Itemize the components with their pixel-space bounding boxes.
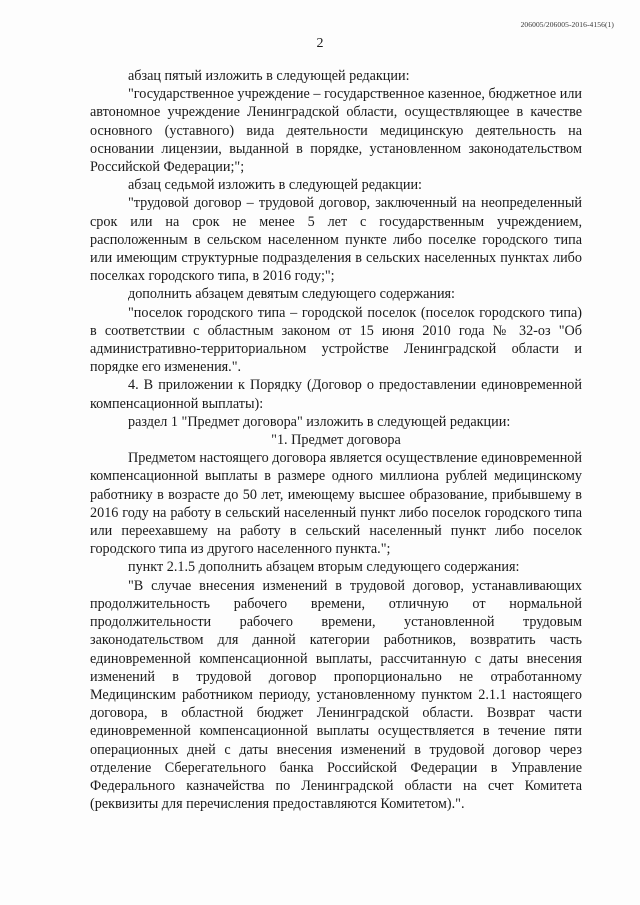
paragraph: 4. В приложении к Порядку (Договор о предоставлении единовременной компенсационной выплаты): xyxy=(90,377,582,412)
paragraph: "В случае внесения изменений в трудовой договор, устанавливающих продолжительность рабочего времени, отличную от нормальной продолжительности рабочего времени, установленной трудовым законодательством для данной категории работников, возвратить часть единовременной компенсационной выплаты, рассчитанную с даты внесения изменений в трудовой договор пропорционально не отработанному Медицинским работником периоду, установленному пунктом 2.1.1 настоящего договора, в областной бюджет Ленинградской области. Возврат части единовременной компенсационной выплаты осуществляется в течение пяти операционных дней с даты внесения изменений в трудовой договор через отделение Сберегательного банка Российской Федерации в Управление Федерального казначейства по Ленинградской области на счет Комитета (реквизиты для перечисления предоставляются Комитетом).". xyxy=(90,577,582,813)
paragraph: пункт 2.1.5 дополнить абзацем вторым следующего содержания: xyxy=(128,559,520,576)
section-heading: "1. Предмет договора xyxy=(271,432,401,449)
paragraph: дополнить абзацем девятым следующего содержания: xyxy=(128,286,456,303)
page-number: 2 xyxy=(316,36,324,51)
paragraph: "трудовой договор – трудовой договор, заключенный на неопределенный срок или на срок не менее 5 лет с государственным учреждением, расположенным в сельском населенном пункте либо поселке городского типа или имеющим структурные подразделения в сельских населенных пунктах либо поселках городского типа, в 2016 году;"; xyxy=(90,195,582,285)
paragraph: раздел 1 "Предмет договора" изложить в следующей редакции: xyxy=(128,413,511,430)
paragraph: абзац седьмой изложить в следующей редакции: xyxy=(128,177,423,194)
document-body xyxy=(90,67,582,813)
paragraph: абзац пятый изложить в следующей редакции: xyxy=(128,68,410,84)
paragraph: "поселок городского типа – городской поселок (поселок городского типа) в соответствии с областным законом от 15 июня 2010 года № 32-оз "Об административно-территориальном устройстве Ленинградской области и порядке его изменения.". xyxy=(90,304,582,376)
paragraph: Предметом настоящего договора является осуществление единовременной компенсационной выплаты в размере одного миллиона рублей медицинскому работнику в возрасте до 50 лет, имеющему высшее образование, прибывшему в 2016 году на работу в сельский населенный пункт либо поселок городского типа или переехавшему на работу в сельский населенный пункт либо поселок городского типа из другого населенного пункта."; xyxy=(90,450,582,558)
paragraph: "государственное учреждение – государственное казенное, бюджетное или автономное учреждение Ленинградской области, осуществляющее в качестве основного (уставного) вида деятельности медицинскую деятельность на основании лицензии, выданной в порядке, установленном законодательством Российской Федерации;"; xyxy=(90,86,582,176)
document-id: 206005/206005-2016-4156(1) xyxy=(520,20,614,29)
